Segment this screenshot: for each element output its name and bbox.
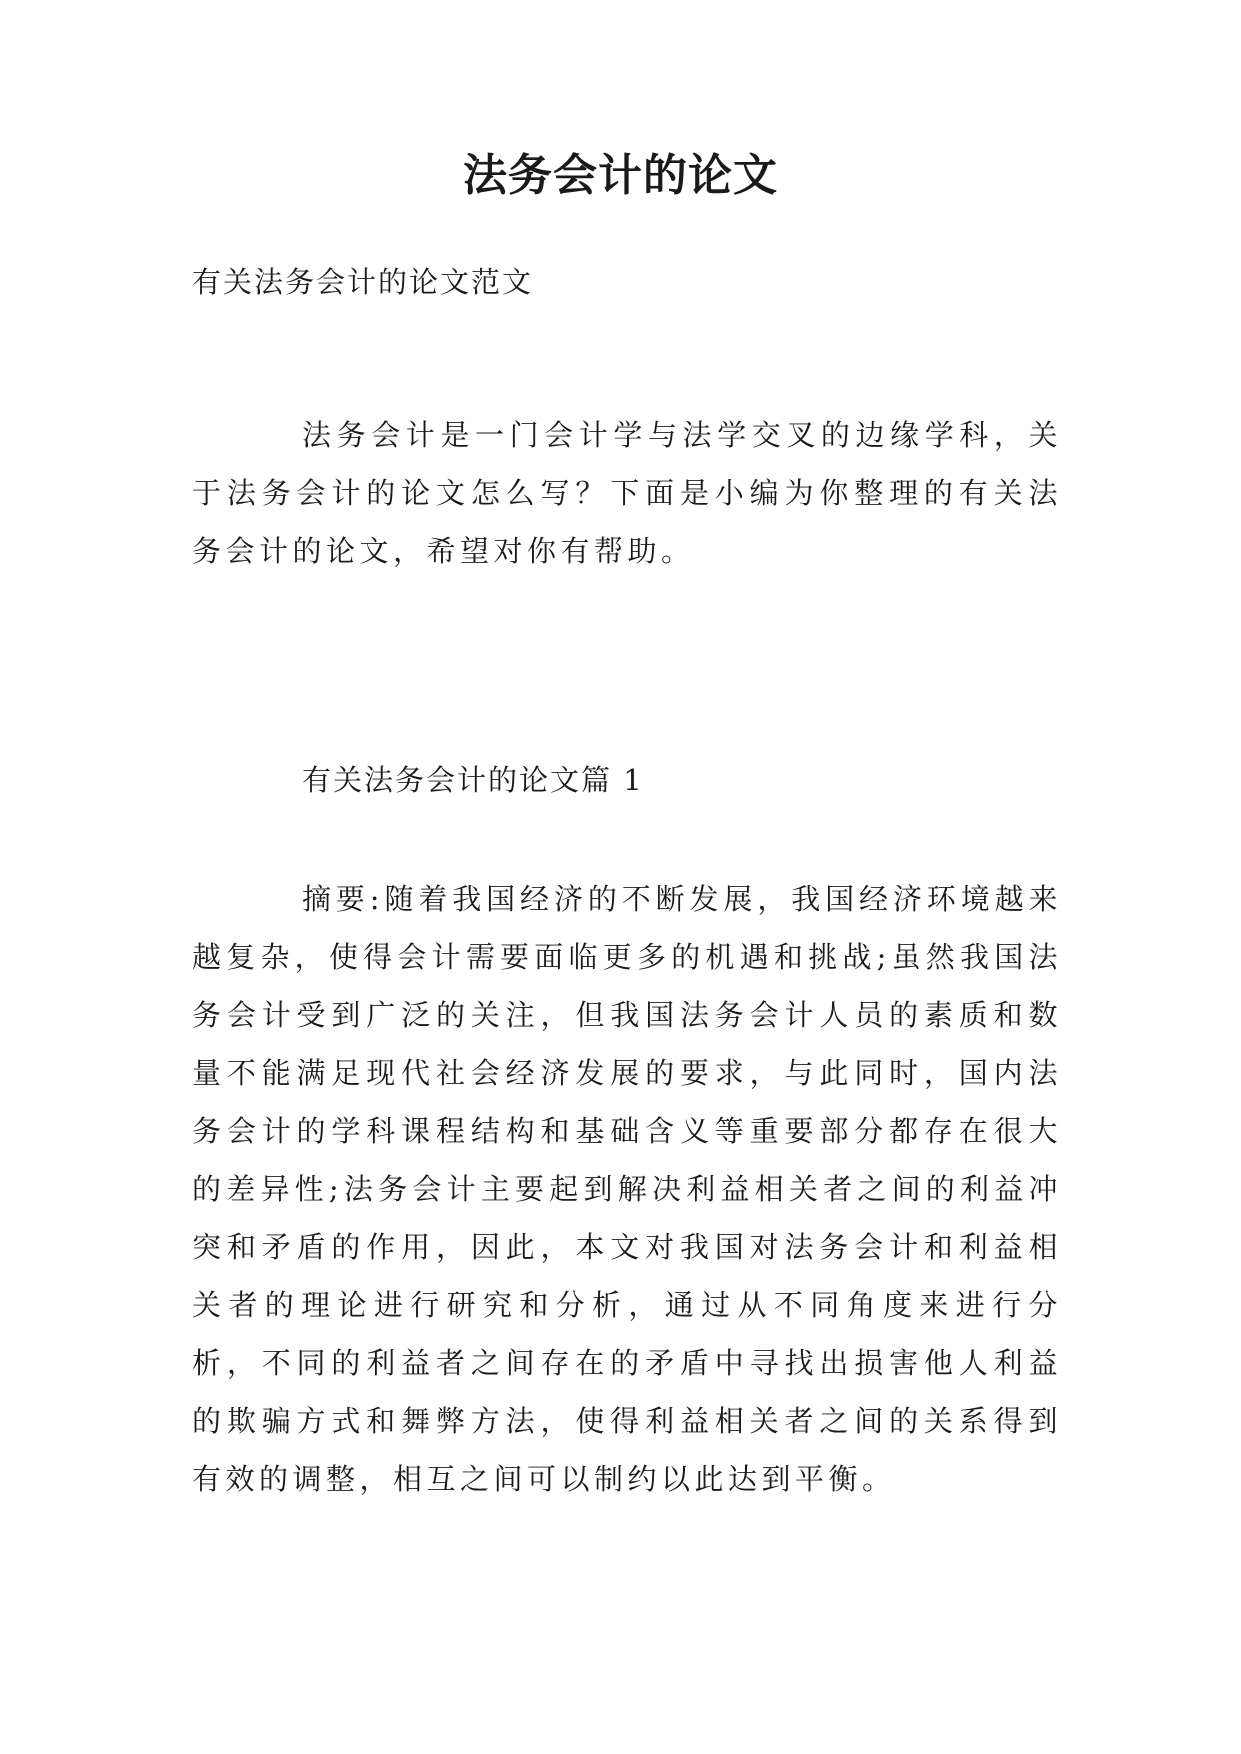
document-title: 法务会计的论文 xyxy=(463,150,778,201)
section-heading: 有关法务会计的论文篇 1 xyxy=(302,763,644,797)
abstract-paragraph: 摘要:随着我国经济的不断发展，我国经济环境越来越复杂，使得会计需要面临更多的机遇和挑战;虽然我国法务会计受到广泛的关注，但我国法务会计人员的素质和数量不能满足现代社会经济发展的要求，与此同时，国内法务会计的学科课程结构和基础含义等重要部分都存在很大的差异性;法务会计主要起到解决利益相关者之间的利益冲突和矛盾的作用，因此，本文对我国对法务会计和利益相关者的理论进行研究和分析，通过从不同角度来进行分析，不同的利益者之间存在的矛盾中寻找出损害他人利益的欺骗方式和舞弊方法，使得利益相关者之间的关系得到有效的调整，相互之间可以制约以此达到平衡。 xyxy=(192,882,1062,1496)
document-subtitle: 有关法务会计的论文范文 xyxy=(192,265,534,299)
intro-paragraph: 法务会计是一门会计学与法学交叉的边缘学科，关于法务会计的论文怎么写？下面是小编为你整理的有关法务会计的论文，希望对你有帮助。 xyxy=(192,418,1062,568)
